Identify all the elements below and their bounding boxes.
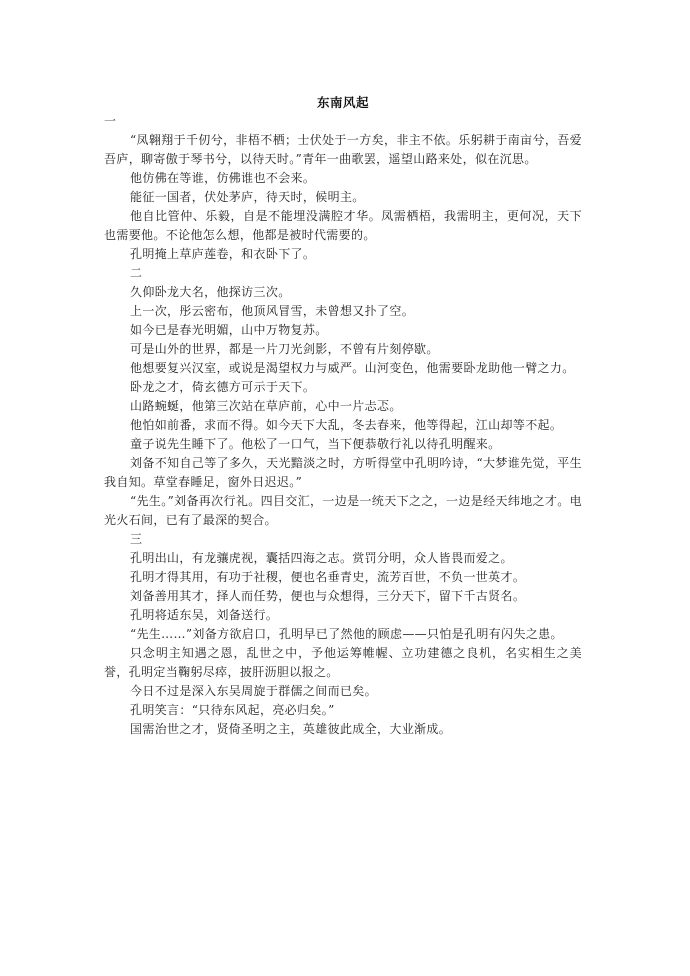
paragraph: 童子说先生睡下了。他松了一口气，当下便恭敬行礼以待孔明醒来。 bbox=[130, 437, 501, 451]
section-1 bbox=[104, 112, 582, 264]
document-title: 东南风起 bbox=[316, 95, 369, 110]
paragraph: 可是山外的世界，都是一片刀光剑影，不曾有片刻停歇。 bbox=[130, 342, 439, 356]
paragraph: 孔明掩上草庐莲卷，和衣卧下了。 bbox=[130, 247, 316, 261]
paragraph: 今日不过是深入东吴周旋于群儒之间而已矣。 bbox=[130, 684, 378, 698]
paragraph: 卧龙之才，倚玄德方可示于天下。 bbox=[130, 380, 316, 394]
section-mark: 二 bbox=[130, 266, 143, 280]
paragraph: 孔明才得其用，有功于社稷，便也名垂青史，流芳百世，不负一世英才。 bbox=[130, 570, 526, 584]
paragraph: 孔明笑言：“只待东风起，亮必归矣。” bbox=[130, 703, 335, 717]
paragraph: 能征一国者，伏处茅庐，待天时，候明主。 bbox=[130, 190, 365, 204]
paragraph: 国需治世之才，贤倚圣明之主，英雄彼此成全，大业渐成。 bbox=[130, 722, 452, 736]
section-2 bbox=[104, 264, 582, 530]
section-mark: 一 bbox=[104, 114, 117, 128]
paragraph: 久仰卧龙大名，他探访三次。 bbox=[130, 285, 291, 299]
paragraph: 上一次，彤云密布，他顶风冒雪，未曾想又扑了空。 bbox=[130, 304, 415, 318]
paragraph: 孔明将适东吴，刘备送行。 bbox=[130, 608, 279, 622]
paragraph: 孔明出山，有龙骧虎视，囊括四海之志。赏罚分明，众人皆畏而爱之。 bbox=[130, 551, 513, 565]
document-page bbox=[104, 94, 582, 739]
paragraph: “凤翱翔于千仞兮，非梧不栖；士伏处于一方矣，非主不依。乐躬耕于南亩兮，吾爱吾庐，聊寄傲于琴书兮，以待天时。”青年一曲歌罢，遥望山路来处，似在沉思。 bbox=[104, 133, 582, 166]
paragraph: 刘备善用其才，择人而任势，便也与众想得，三分天下，留下千古贤名。 bbox=[130, 589, 526, 603]
paragraph: 他仿佛在等谁，仿佛谁也不会来。 bbox=[130, 171, 316, 185]
paragraph: 只念明主知遇之恩，乱世之中，予他运筹帷幄、立功建德之良机，名实相生之美誉，孔明定当鞠躬尽瘁，披肝沥胆以报之。 bbox=[104, 646, 582, 679]
paragraph: 山路蜿蜒，他第三次站在草庐前，心中一片忐忑。 bbox=[130, 399, 402, 413]
paragraph: 他自比管仲、乐毅，自是不能埋没满腔才华。凤需栖梧，我需明主，更何况，天下也需要他。不论他怎么想，他都是被时代需要的。 bbox=[104, 209, 582, 242]
paragraph: “先生。”刘备再次行礼。四目交汇，一边是一统天下之之，一边是经天纬地之才。电光火石间，已有了最深的契合。 bbox=[104, 494, 582, 527]
paragraph: 他想要复兴汉室，或说是渴望权力与威严。山河变色，他需要卧龙助他一臂之力。 bbox=[130, 361, 575, 375]
paragraph: 他怕如前番，求而不得。如今天下大乱，冬去春来，他等得起，江山却等不起。 bbox=[130, 418, 563, 432]
paragraph: 刘备不知自己等了多久，天光黯淡之时，方听得堂中孔明吟诗，“大梦谁先觉，平生我自知。草堂春睡足，窗外日迟迟。” bbox=[104, 456, 582, 489]
section-mark: 三 bbox=[130, 532, 143, 546]
section-3 bbox=[104, 530, 582, 739]
paragraph: “先生……”刘备方欲启口，孔明早已了然他的顾虑——只怕是孔明有闪失之患。 bbox=[130, 627, 563, 641]
paragraph: 如今已是春光明媚，山中万物复苏。 bbox=[130, 323, 328, 337]
